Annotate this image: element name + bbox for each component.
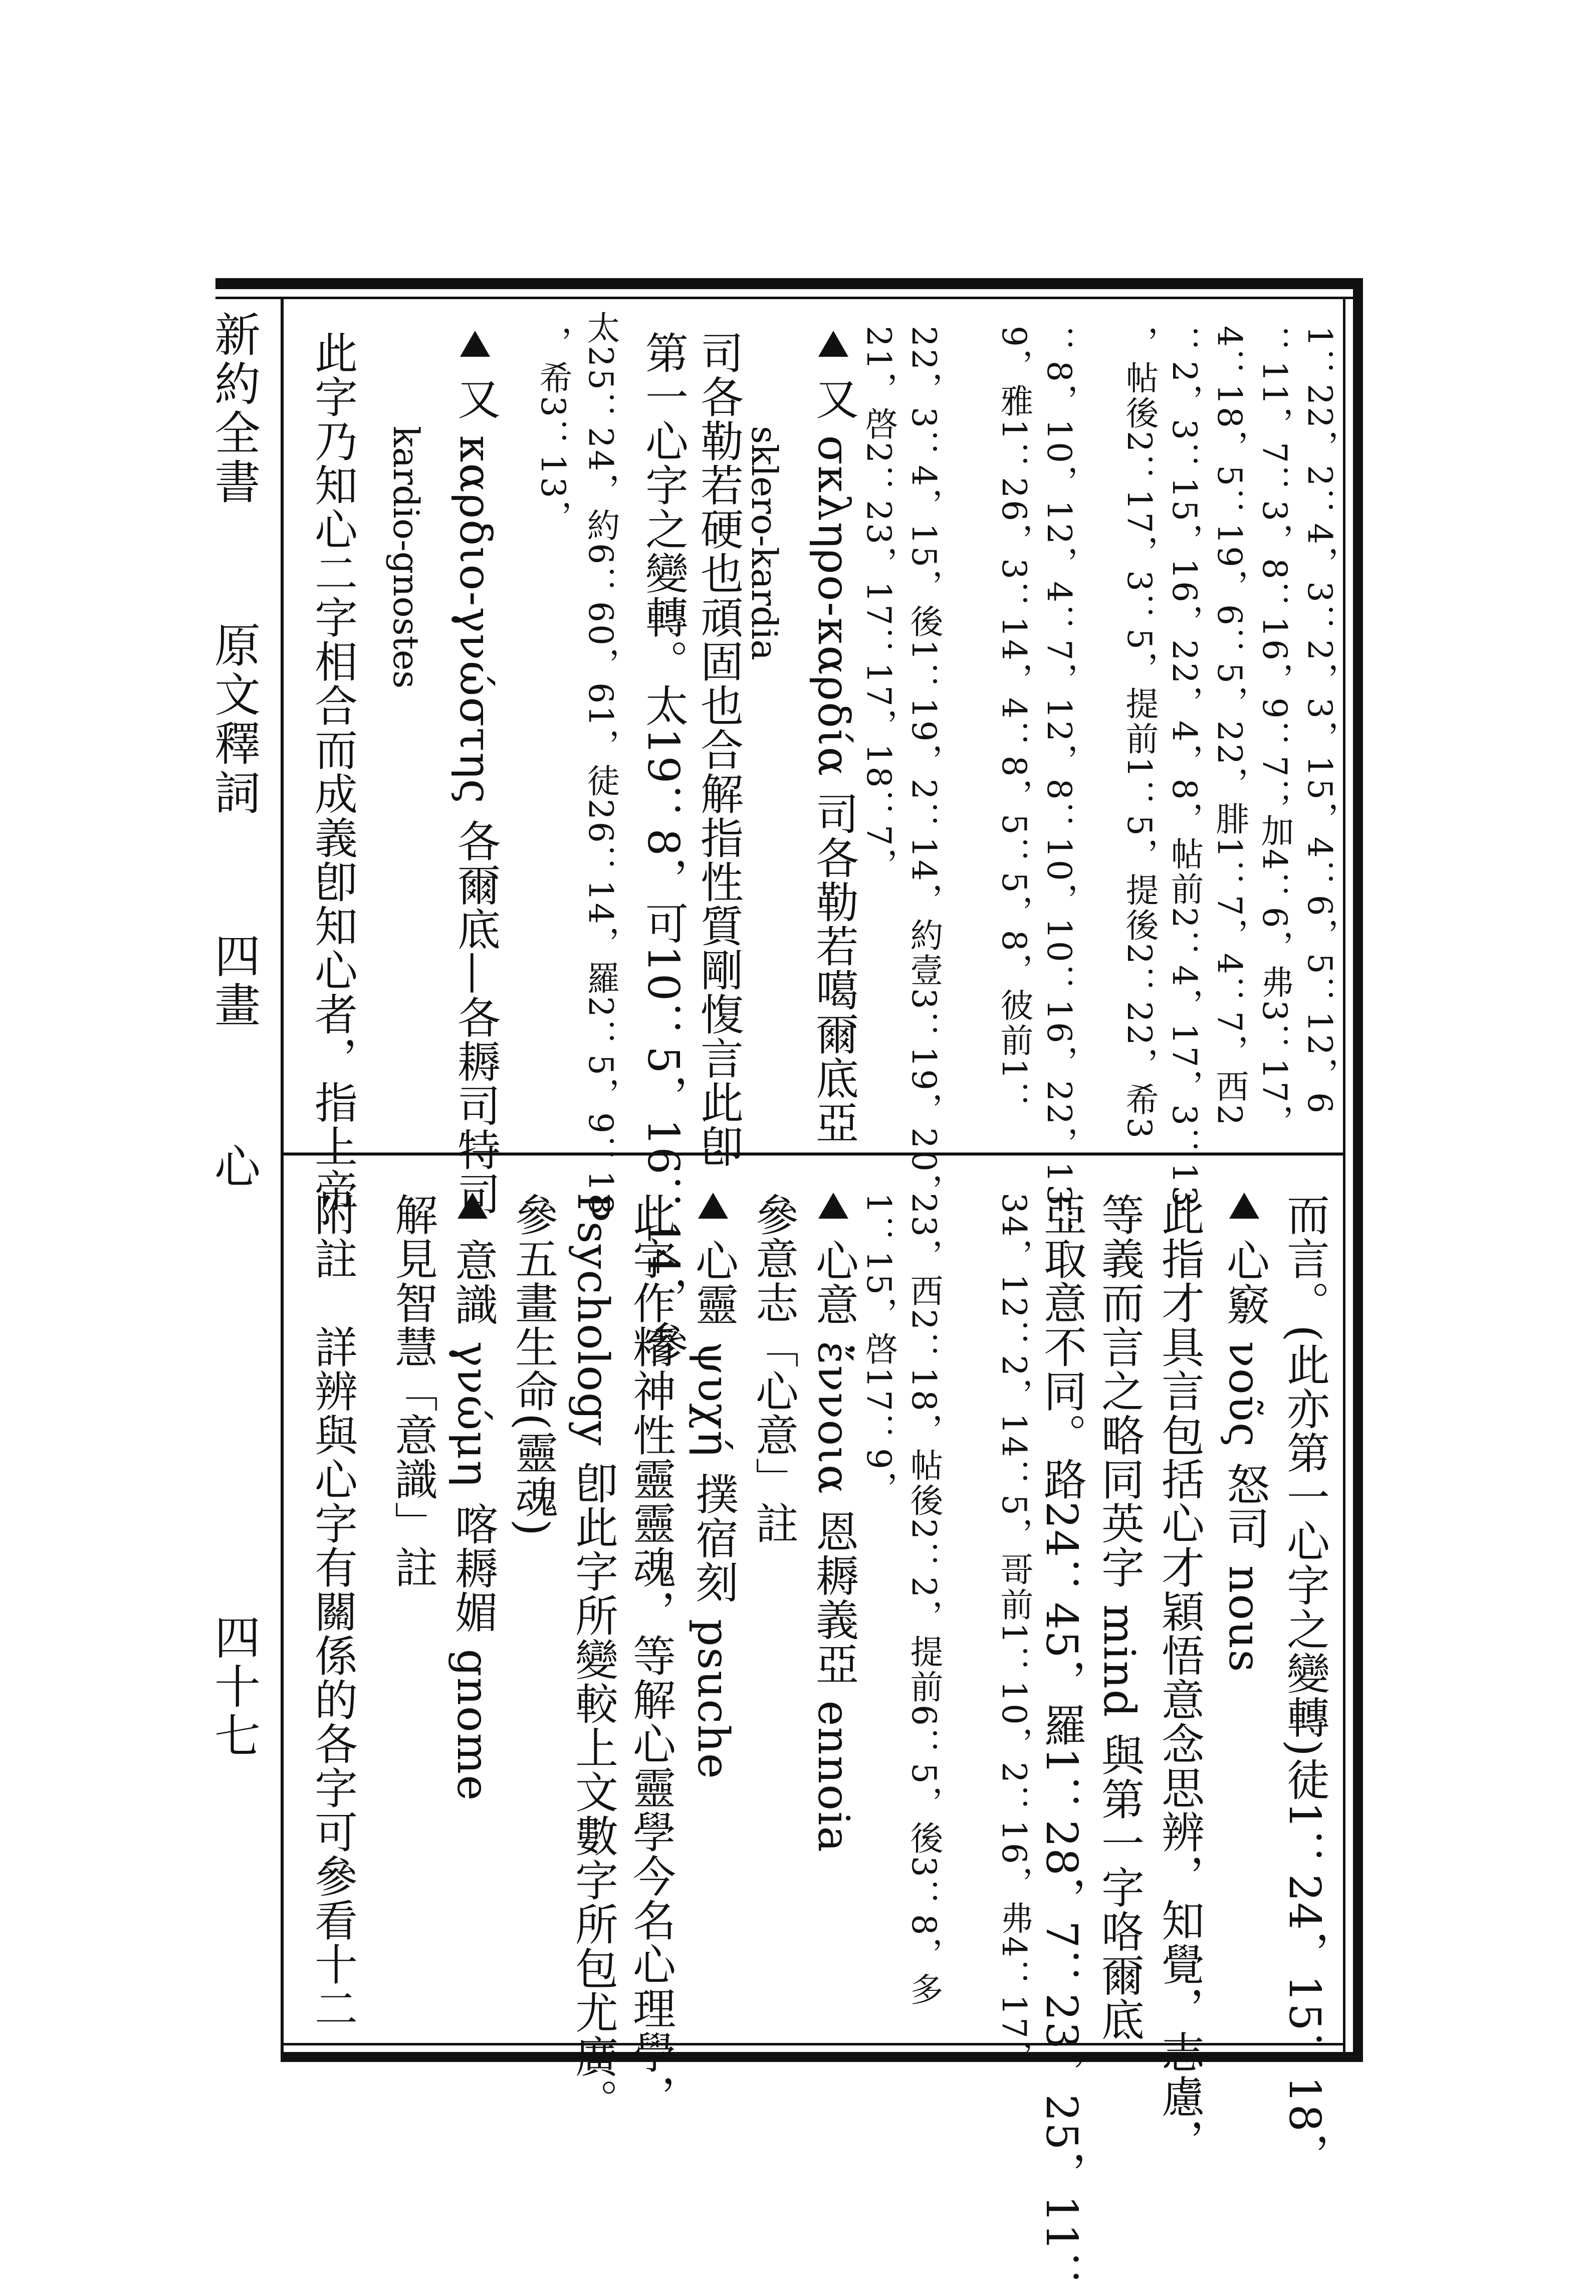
stroke-count: 四畫 [207,932,261,1030]
entry-heading-gnome [447,1193,498,1802]
entry-marker-icon [818,331,848,357]
book-title: 新約全書 [207,311,261,507]
lower-col-4: 等義而言之略同英字 mind 與第一字咯爾底 [1094,1193,1144,2042]
lower-col-16: 解見智慧「意識」註 [387,1193,437,1589]
upper-col-2: ：11，7：3，8：16，9：7；加4：6，弗3：17， [1255,326,1294,1139]
upper-col-4: ：2，3：15，16，22，4，8，帖前2：4，17，3：13 [1165,326,1204,1209]
lower-col-10: 參意志「心意」註 [748,1193,798,1545]
section-title: 原文釋詞 [207,621,261,818]
entry-heading-text: 心靈 ψυχή 撲宿刻 psuche [688,1238,738,1780]
lower-col-1: 而言。(此亦第一心字之變轉)徒1：24，15：18， [1279,1193,1329,2177]
entry-heading-sklerokardia [808,331,858,1144]
entry-heading-text: 心意 ἔννοια 恩耨義亞 ennoia [808,1238,858,1853]
upper-col-7: 9，雅1：26，3：14，4：8，5：5，8，彼前1： [995,326,1033,1116]
upper-col-15: ，希3：13， [534,326,572,535]
entry-marker-icon [818,1193,848,1219]
entry-heading-text: 又 καρδιο-γνώστης 各爾底—各耨司特司 [450,376,500,1216]
upper-col-5: ，帖後2：17，3：5，提前1：5，提後2：22，希3 [1120,326,1159,1140]
entry-marker-icon [698,1193,728,1219]
lower-col-8: 1：15，啓17：9， [859,1193,898,1506]
entry-heading-text: 心竅 νοῦς 怒司 nous [1219,1238,1269,1673]
lower-col-5: 亞取意不同。路24：45，羅1：28，7：23，25，11： [1036,1193,1086,2296]
lower-col-6: 34，12：2，14：5，哥前1：10，2：16，弗4：17， [995,1193,1033,2076]
frame-top-rule [215,278,1363,289]
upper-col-13: 第一心字之變轉。太19：8，可10：5，16：14，參 [638,331,688,1365]
entry-heading-nous [1219,1193,1269,1673]
romanization-kardiognostes: kardio-gnostes [385,426,426,689]
romanization-sklerokardia: sklero-kardia [744,426,785,660]
footnote-column: 附註 詳辨與心字有關係的各字可參看十二 [307,1193,357,2030]
frame-top-inner-rule [215,297,1363,299]
entry-character: 心 [207,1142,261,1192]
lower-col-12: 此字作精神性靈靈魂，等解心靈學今名心理學， [625,1193,675,2119]
upper-col-14: 太25：24，約6：60，61，徒26：14，羅2：5，9：18 [581,311,620,1217]
upper-col-12: 司各勒若硬也頑固也合解指性質剛愎言此卽 [693,331,743,1169]
frame-right-rule [1353,278,1363,2062]
lower-col-13: Psychology 卽此字所變較上文數字所包尤廣。 [568,1193,618,2123]
upper-col-18: 此字乃知心二字相合而成義卽知心者，指上帝 [307,331,357,1213]
entry-heading-kardiognostes [450,331,500,1216]
entry-marker-icon [460,331,490,357]
upper-col-6: ：8，10，12，4：7，12，8：10，10：16，22，13： [1040,326,1078,1243]
lower-col-14: 參五畫生命(靈魂) [508,1193,558,1537]
entry-heading-text: 又 σκληρο-καρδία 司各勒若噶爾底亞 [808,376,858,1144]
frame-right-inner-rule [1343,299,1345,2053]
entry-heading-ennoia [808,1193,858,1853]
lower-col-7: 23，西2：18，帖後2：2，提前6：5，後3：8，多 [904,1193,943,2007]
entry-marker-icon [458,1193,488,1219]
entry-marker-icon [1229,1193,1259,1219]
upper-col-8: 22，3：4，15，後1：19，2：14，約壹3：19，20， [904,326,943,1209]
entry-heading-psuche [688,1193,738,1780]
page-number: 四十七 [207,1614,261,1761]
upper-col-1: 1：22，2：4，3：2，3，15，4：6，5：12，6 [1300,326,1339,1115]
upper-col-9: 21，啓2：23，17：17，18：7， [859,326,898,883]
upper-col-3: 4：18，5：19，6：5，22，腓1：7，4：7，西2 [1210,326,1249,1127]
entry-heading-text: 意識 γνώμη 喀耨媚 gnome [447,1238,498,1802]
frame-left-rule [281,299,284,2053]
lower-col-3: 此指才具言包括心才穎悟意念思辨，知覺，志慮， [1154,1193,1204,2163]
